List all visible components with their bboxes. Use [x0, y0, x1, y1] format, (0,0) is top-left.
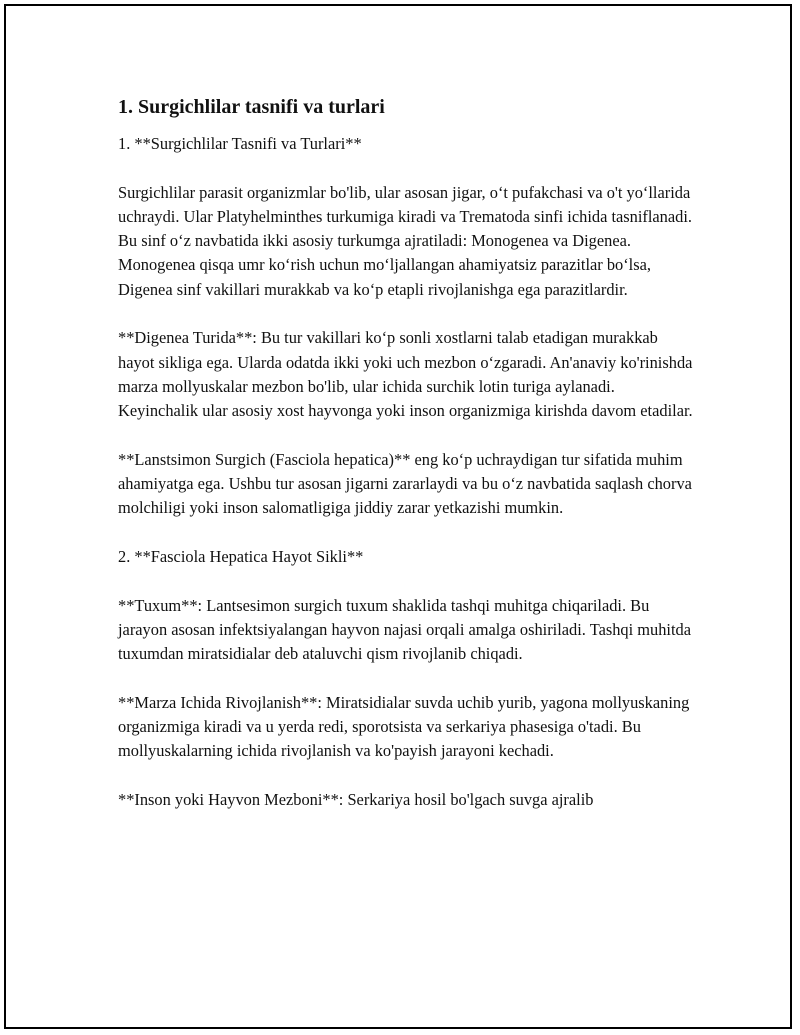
paragraph-snail-development: **Marza Ichida Rivojlanish**: Miratsidialar suvda uchib yurib, yagona mollyuskaning organizmiga kiradi va u yerda redi, sporotsista va serkariya phasesiga o'tadi. Bu mollyuskalarning ichida rivojlanish va ko'payish jarayoni kechadi.: [118, 692, 690, 761]
document-body: [118, 94, 698, 837]
paragraph-intro: Surgichlilar parasit organizmlar bo'lib, ular asosan jigar, o‘t pufakchasi va o't yo‘llarida uchraydi. Ular Platyhelminthes turkumiga kiradi va Trematoda sinfi ichida tasniflanadi. Bu sinf o‘z navbatida ikki asosiy turkumga ajratiladi: Monogenea va Digenea. Monogenea qisqa umr ko‘rish uchun mo‘ljallangan ahamiyatsiz parazitlar bo‘lsa, Digenea sinf vakillari murakkab va ko‘p etapli rivojlanishga ega parazitlardir.: [118, 182, 692, 299]
paragraph-egg: **Tuxum**: Lantsesimon surgich tuxum shaklida tashqi muhitga chiqariladi. Bu jarayon asosan infektsiyalangan hayvon najasi orqali amalga oshiriladi. Tashqi muhitda tuxumdan miratsidialar deb ataluvchi qism rivojlanib chiqadi.: [118, 595, 691, 664]
paragraph-fasciola: **Lanstsimon Surgich (Fasciola hepatica)** eng ko‘p uchraydigan tur sifatida muhim ahamiyatga ega. Ushbu tur asosan jigarni zararlaydi va bu o‘z navbatida saqlash chorva molchiligi yoki inson salomatligiga jiddiy zarar yetkazishi mumkin.: [118, 449, 692, 518]
section-heading-life-cycle: 2. **Fasciola Hepatica Hayot Sikli**: [118, 547, 364, 567]
paragraph-host: **Inson yoki Hayvon Mezboni**: Serkariya hosil bo'lgach suvga ajralib: [118, 790, 594, 810]
section-heading-classification: 1. **Surgichlilar Tasnifi va Turlari**: [118, 134, 362, 153]
document-title: 1. Surgichlilar tasnifi va turlari: [118, 96, 385, 118]
paragraph-digenea: **Digenea Turida**: Bu tur vakillari ko‘p sonli xostlarni talab etadigan murakkab hayot sikliga ega. Ularda odatda ikki yoki uch mezbon o‘zgaradi. An'anaviy ko'rinishda marza mollyuskalar mezbon bo'lib, ular ichida surchik lotin turiga aylanadi. Keyinchalik ular asosiy xost hayvonga yoki inson organizmiga kirishda davom etadilar.: [118, 328, 693, 421]
